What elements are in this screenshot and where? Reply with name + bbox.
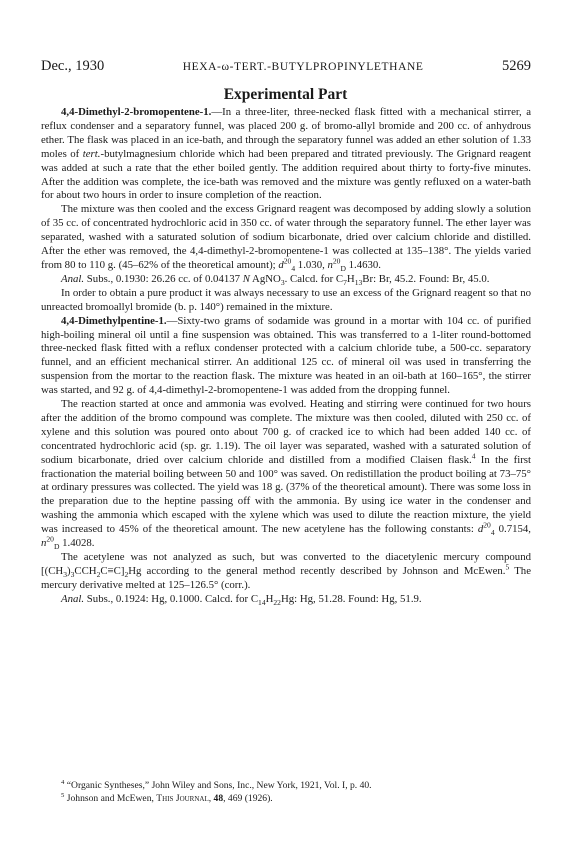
journal-name: This Journal <box>156 792 209 804</box>
footnote-5 <box>41 793 531 806</box>
paragraph-text: In the first fractionation the material boiling between 50 and 100° was saved. On redistillation the product boiling at 73–75° at ordinary pressures was collected. The yield was 18 g. (37% of the theoretical amount). There was some loss in the preparation due to the heptine passing off with the ammonia. By using ice water in the condenser and washing the ammonia which escaped with the xylene which was used to dilute the reaction mixture, the yield was increased to 45% of the theoretical amount. The new acetylene has the following constants: <box>41 453 531 536</box>
paragraph-text: The mercury derivative melted at 125–126.5° (corr.). <box>41 564 531 591</box>
footnote-ref-4: 4 <box>471 451 476 461</box>
density-value: 0.7154, <box>494 523 531 536</box>
normality-symbol: N <box>242 272 250 285</box>
subscript: 22 <box>273 597 281 607</box>
superscript: 20 <box>46 534 54 544</box>
paragraph-text: H <box>346 272 355 285</box>
subscript: 3 <box>63 570 67 580</box>
footnote-text: , 469 (1926). <box>223 792 273 804</box>
paragraph-text: H <box>265 592 274 605</box>
paragraph-text: CCH <box>74 564 97 577</box>
analysis-label: Anal. <box>61 272 85 285</box>
refractive-index-symbol: n <box>41 537 47 550</box>
paragraph-text: Subs., 0.1930: 26.26 cc. of 0.04137 <box>84 272 243 285</box>
paragraph-3-analysis <box>41 273 531 287</box>
compound-heading: 4,4-Dimethyl-2-bromopentene-1. <box>61 106 212 118</box>
footnote-text: , <box>208 792 214 804</box>
paragraph-text: Subs., 0.1924: Hg, 0.1000. Calcd. for C <box>84 592 259 605</box>
superscript: 20 <box>283 256 292 266</box>
paragraph-text: AgNO <box>249 272 281 285</box>
volume-number: 48 <box>213 792 224 804</box>
paragraph-text: The reaction started at once and ammonia was evolved. Heating and stirring were continued for two hours after the addition of the bromo compound was complete. The mixture was then cooled, diluted with 250 cc. of xylene and this solution was poured onto about 700 g. of cracked ice to which had been added 140 cc. of concentrated hydrochloric acid (sp. gr. 1.19). The oil layer was separated, washed with a saturated solution of sodium bicarbonate, dried over calcium chloride and distilled from a modified Claisen flask. <box>41 398 531 466</box>
paragraph-2 <box>41 203 531 273</box>
running-header <box>41 58 531 76</box>
superscript: 20 <box>332 256 341 266</box>
analysis-label: Anal. <box>61 592 85 605</box>
paragraph-4: In order to obtain a pure product it was always necessary to use an excess of the Grignard reagent so that no unreacted bromoallyl bromide (b. p. 140°) remained in the mixture. <box>41 286 531 313</box>
density-symbol: d <box>477 523 484 536</box>
footnote-text: “Organic Syntheses,” John Wiley and Sons, Inc., New York, 1921, Vol. I, p. 40. <box>64 780 372 791</box>
paragraph-1 <box>41 106 531 203</box>
subscript: 13 <box>354 278 363 288</box>
subscript: 7 <box>343 278 347 288</box>
paragraph-text: . Calcd. for C <box>284 272 344 285</box>
subscript: 2 <box>96 570 101 580</box>
section-title: Experimental Part <box>223 86 348 103</box>
paragraph-text: —In a three-liter, three-necked flask fitted with a mechanical stirrer, a reflux condenser and a separatory funnel, was placed 200 g. of bromo-allyl bromide and 200 cc. of anhydrous ether. The flask was placed in an ice-bath, and through the separatory funnel was added an ether solution of 1.33 moles of <box>41 106 531 160</box>
footnote-marker: 5 <box>61 791 65 799</box>
footnote-text: Johnson and McEwen, <box>64 792 157 804</box>
paragraph-5 <box>41 315 531 398</box>
header-running-title: HEXA-ω-TERT.-BUTYLPROPINYLETHANE <box>182 61 424 73</box>
density-value: 1.030, <box>295 258 328 271</box>
subscript: 3 <box>70 570 75 580</box>
paragraph-text: The acetylene was not analyzed as such, but was converted to the diacetylenic mercury compound [(CH <box>41 551 531 577</box>
subscript: D <box>340 264 346 274</box>
header-page-number: 5269 <box>501 58 531 74</box>
subscript: 14 <box>258 597 266 607</box>
paragraph-7 <box>41 551 531 593</box>
paragraph-text: -butylmagnesium chloride which had been prepared and titrated previously. The Grignard reagent was added at such a rate that the ether boiled gently. The addition required about thirty to forty-five minutes. After the addition was complete, the ice-bath was removed and the mixture was gently refluxed on a water-bath for about two hours in order to insure completion of the reaction. <box>41 147 531 202</box>
compound-heading: 4,4-Dimethylpentine-1. <box>61 314 167 327</box>
paragraph-text: Hg according to the general method recently described by Johnson and McEwen. <box>128 564 506 577</box>
paragraph-text: Hg: Hg, 51.28. Found: Hg, 51.9. <box>280 592 422 605</box>
density-symbol: d <box>278 258 284 271</box>
footnote-ref-5: 5 <box>505 562 510 572</box>
subscript: 3 <box>280 278 285 288</box>
superscript: 20 <box>483 520 491 530</box>
subscript: 4 <box>291 264 296 274</box>
paragraph-text: —Sixty-two grams of sodamide was ground in a mortar with 104 cc. of purified high-boiling mineral oil until a fine suspension was obtained. This was transferred to a 1-liter round-bottomed three-necked flask fitted with a reflux condenser protected with a calcium chloride tube, a 500-cc. separatory funnel, and an efficient mechanical stirrer. An additional 125 cc. of mineral oil was used in transferring the suspension from the mortar to the reaction flask. The mixture was heated in an oil-bath at 160–165°, the stirrer was started, and 92 g. of 4,4-dimethyl-2-bromopentene-1 was added from the dropping funnel. <box>41 314 531 397</box>
paragraph-text: The mixture was then cooled and the excess Grignard reagent was decomposed by adding slowly a solution of 35 cc. of concentrated hydrochloric acid in 350 cc. of water through the separatory funnel. The ether layer was separated, washed with a saturated solution of sodium bicarbonate, dried over calcium chloride and distilled. After the ether was removed, the 4,4-dimethyl-2-bromopentene-1 was collected at 135–138°. The yields varied from 80 to 110 g. (45–62% of the theoretical amount); <box>41 203 531 271</box>
paragraph-8-analysis <box>41 593 531 607</box>
paragraph-6 <box>41 398 531 551</box>
refractive-index-value: 1.4028. <box>59 537 95 550</box>
subscript: D <box>53 542 60 552</box>
refractive-index-value: 1.4630. <box>345 258 381 271</box>
subscript: 4 <box>490 528 495 538</box>
article-body <box>41 106 531 607</box>
footnote-marker: 4 <box>61 778 65 786</box>
paragraph-text: C≡C] <box>100 564 125 577</box>
footnotes <box>41 780 531 806</box>
refractive-index-symbol: n <box>327 258 333 271</box>
header-date: Dec., 1930 <box>41 58 105 74</box>
paragraph-text: Br: Br, 45.2. Found: Br, 45.0. <box>362 272 490 285</box>
footnote-4 <box>41 780 531 793</box>
italic-text: tert. <box>82 147 101 160</box>
paragraph-text: ) <box>66 564 71 577</box>
subscript: 2 <box>124 570 129 580</box>
